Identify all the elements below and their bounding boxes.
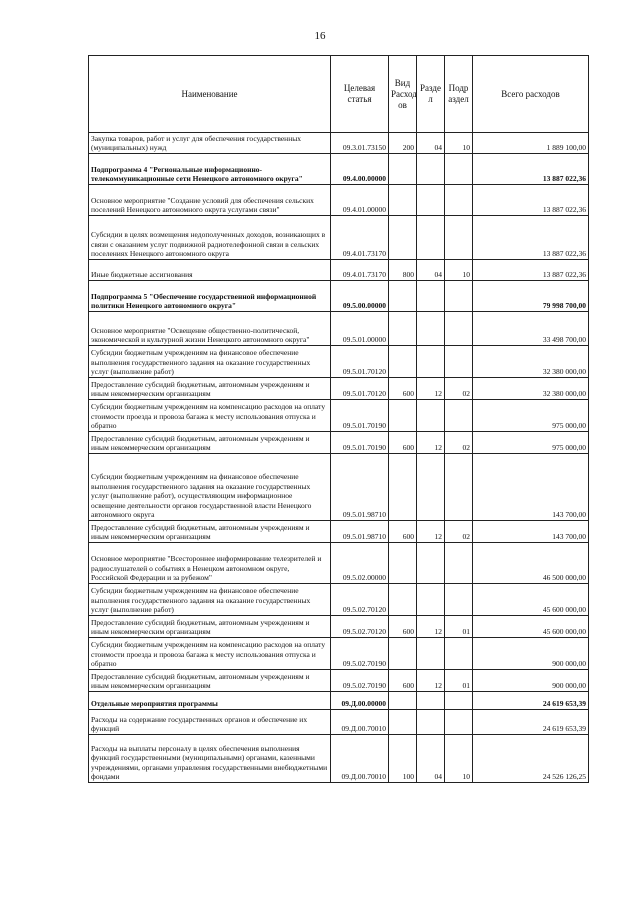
row-vid: 600 xyxy=(389,616,417,638)
row-name: Субсидии в целях возмещения недополученных доходов, возникающих в связи с оказанием услуг подвижной радиотелефонной связи в сельских поселениях Ненецкого автономного округа xyxy=(89,216,331,260)
row-vid xyxy=(389,216,417,260)
table-row xyxy=(89,312,589,346)
row-podrazdel xyxy=(445,454,473,521)
row-total: 975 000,00 xyxy=(473,432,589,454)
row-vid: 800 xyxy=(389,260,417,281)
table-row xyxy=(89,400,589,432)
row-razdel xyxy=(417,281,445,312)
row-code: 09.5.02.70120 xyxy=(331,584,389,616)
row-vid xyxy=(389,454,417,521)
row-name: Расходы на выплаты персоналу в целях обеспечения выполнения функций государственными (муниципальными) органами, казенными учреждениями, органами управления государственными внебюджетными фондами xyxy=(89,735,331,783)
row-podrazdel: 10 xyxy=(445,735,473,783)
row-razdel: 12 xyxy=(417,432,445,454)
header-total: Всего расходов xyxy=(473,56,589,133)
table-row xyxy=(89,521,589,543)
row-name: Основное мероприятие "Всестороннее информирование телезрителей и радиослушателей о событиях в Ненецком автономном округе, Российской Федерации и за рубежом" xyxy=(89,543,331,584)
row-code: 09.4.01.73170 xyxy=(331,216,389,260)
row-razdel xyxy=(417,692,445,710)
row-code: 09.4.01.00000 xyxy=(331,185,389,216)
row-podrazdel xyxy=(445,185,473,216)
row-vid xyxy=(389,584,417,616)
row-total: 143 700,00 xyxy=(473,454,589,521)
row-razdel xyxy=(417,543,445,584)
table-row xyxy=(89,346,589,378)
header-vid: Вид Расход ов xyxy=(389,56,417,133)
row-total: 13 887 022,36 xyxy=(473,260,589,281)
row-podrazdel xyxy=(445,281,473,312)
row-podrazdel: 02 xyxy=(445,378,473,400)
row-code: 09.5.00.00000 xyxy=(331,281,389,312)
row-podrazdel xyxy=(445,584,473,616)
row-razdel: 04 xyxy=(417,133,445,154)
table-row xyxy=(89,454,589,521)
row-vid: 600 xyxy=(389,378,417,400)
header-name: Наименование xyxy=(89,56,331,133)
row-total: 143 700,00 xyxy=(473,521,589,543)
row-vid: 600 xyxy=(389,521,417,543)
row-razdel xyxy=(417,400,445,432)
row-razdel: 04 xyxy=(417,735,445,783)
row-name: Предоставление субсидий бюджетным, автономным учреждениям и иным некоммерческим организациям xyxy=(89,521,331,543)
row-total: 900 000,00 xyxy=(473,670,589,692)
row-code: 09.5.02.70190 xyxy=(331,638,389,670)
table-row xyxy=(89,584,589,616)
row-code: 09.5.01.98710 xyxy=(331,454,389,521)
row-razdel xyxy=(417,710,445,735)
row-podrazdel xyxy=(445,346,473,378)
header-podrazdel: Подр аздел xyxy=(445,56,473,133)
row-total: 33 498 700,00 xyxy=(473,312,589,346)
row-razdel: 12 xyxy=(417,521,445,543)
row-total: 45 600 000,00 xyxy=(473,616,589,638)
row-total: 79 998 700,00 xyxy=(473,281,589,312)
row-podrazdel: 10 xyxy=(445,260,473,281)
header-code: Целевая статья xyxy=(331,56,389,133)
row-name: Субсидии бюджетным учреждениям на финансовое обеспечение выполнения государственного задания на оказание государственных услуг (выполнение работ), осуществляющим информационное освещение деятельности органов государственной власти Ненецкого автономного округа xyxy=(89,454,331,521)
row-code: 09.5.02.70190 xyxy=(331,670,389,692)
row-podrazdel: 01 xyxy=(445,616,473,638)
row-vid xyxy=(389,312,417,346)
table-header-row xyxy=(89,56,589,133)
row-code: 09.5.01.70190 xyxy=(331,432,389,454)
row-code: 09.Д.00.70010 xyxy=(331,710,389,735)
row-total: 13 887 022,36 xyxy=(473,154,589,185)
row-razdel: 12 xyxy=(417,378,445,400)
table-row xyxy=(89,185,589,216)
table-row xyxy=(89,432,589,454)
row-podrazdel xyxy=(445,154,473,185)
row-name: Основное мероприятие "Создание условий для обеспечения сельских поселений Ненецкого автономного округа услугами связи" xyxy=(89,185,331,216)
row-vid xyxy=(389,710,417,735)
row-total: 1 889 100,00 xyxy=(473,133,589,154)
table-row xyxy=(89,616,589,638)
row-vid xyxy=(389,346,417,378)
row-vid: 600 xyxy=(389,670,417,692)
row-podrazdel: 10 xyxy=(445,133,473,154)
row-razdel xyxy=(417,454,445,521)
row-total: 45 600 000,00 xyxy=(473,584,589,616)
row-podrazdel xyxy=(445,692,473,710)
row-name: Подпрограмма 5 "Обеспечение государственной информационной политики Ненецкого автономного округа" xyxy=(89,281,331,312)
row-vid: 200 xyxy=(389,133,417,154)
row-code: 09.5.02.70120 xyxy=(331,616,389,638)
row-name: Предоставление субсидий бюджетным, автономным учреждениям и иным некоммерческим организациям xyxy=(89,378,331,400)
row-total: 24 619 653,39 xyxy=(473,692,589,710)
table-row xyxy=(89,670,589,692)
row-razdel xyxy=(417,312,445,346)
row-name: Предоставление субсидий бюджетным, автономным учреждениям и иным некоммерческим организациям xyxy=(89,616,331,638)
row-name: Основное мероприятие "Освещение общественно-политической, экономической и культурной жизни Ненецкого автономного округа" xyxy=(89,312,331,346)
row-razdel: 04 xyxy=(417,260,445,281)
row-razdel: 12 xyxy=(417,670,445,692)
row-total: 13 887 022,36 xyxy=(473,216,589,260)
row-name: Отдельные мероприятия программы xyxy=(89,692,331,710)
table-row xyxy=(89,638,589,670)
row-vid xyxy=(389,692,417,710)
table-row xyxy=(89,133,589,154)
budget-table xyxy=(88,55,589,783)
row-name: Субсидии бюджетным учреждениям на компенсацию расходов на оплату стоимости проезда и провоза багажа к месту использования отпуска и обратно xyxy=(89,400,331,432)
row-razdel xyxy=(417,185,445,216)
row-razdel xyxy=(417,638,445,670)
row-podrazdel: 02 xyxy=(445,521,473,543)
table-body xyxy=(89,133,589,783)
row-code: 09.Д.00.70010 xyxy=(331,735,389,783)
table-row xyxy=(89,710,589,735)
row-code: 09.5.01.70190 xyxy=(331,400,389,432)
row-razdel xyxy=(417,346,445,378)
row-code: 09.Д.00.00000 xyxy=(331,692,389,710)
page-number: 16 xyxy=(314,30,326,42)
row-podrazdel: 02 xyxy=(445,432,473,454)
row-vid xyxy=(389,185,417,216)
table-row xyxy=(89,543,589,584)
row-name: Субсидии бюджетным учреждениям на финансовое обеспечение выполнения государственного задания на оказание государственных услуг (выполнение работ) xyxy=(89,584,331,616)
row-razdel: 12 xyxy=(417,616,445,638)
table-row xyxy=(89,281,589,312)
row-total: 975 000,00 xyxy=(473,400,589,432)
row-code: 09.5.01.70120 xyxy=(331,346,389,378)
row-razdel xyxy=(417,216,445,260)
row-podrazdel: 01 xyxy=(445,670,473,692)
row-vid xyxy=(389,543,417,584)
row-vid: 600 xyxy=(389,432,417,454)
header-razdel: Разде л xyxy=(417,56,445,133)
row-name: Подпрограмма 4 "Региональные информационно-телекоммуникационные сети Ненецкого автономного округа" xyxy=(89,154,331,185)
row-code: 09.3.01.73150 xyxy=(331,133,389,154)
row-vid: 100 xyxy=(389,735,417,783)
row-total: 13 887 022,36 xyxy=(473,185,589,216)
row-total: 900 000,00 xyxy=(473,638,589,670)
row-name: Расходы на содержание государственных органов и обеспечение их функций xyxy=(89,710,331,735)
row-total: 46 500 000,00 xyxy=(473,543,589,584)
row-total: 24 526 126,25 xyxy=(473,735,589,783)
row-vid xyxy=(389,400,417,432)
row-total: 32 380 000,00 xyxy=(473,378,589,400)
table-row xyxy=(89,216,589,260)
row-razdel xyxy=(417,154,445,185)
table-row xyxy=(89,154,589,185)
row-code: 09.4.00.00000 xyxy=(331,154,389,185)
row-name: Предоставление субсидий бюджетным, автономным учреждениям и иным некоммерческим организациям xyxy=(89,432,331,454)
row-code: 09.5.02.00000 xyxy=(331,543,389,584)
table-row xyxy=(89,378,589,400)
row-podrazdel xyxy=(445,312,473,346)
row-name: Иные бюджетные ассигнования xyxy=(89,260,331,281)
row-podrazdel xyxy=(445,543,473,584)
table-row xyxy=(89,735,589,783)
row-code: 09.5.01.98710 xyxy=(331,521,389,543)
row-vid xyxy=(389,281,417,312)
row-name: Субсидии бюджетным учреждениям на финансовое обеспечение выполнения государственного задания на оказание государственных услуг (выполнение работ) xyxy=(89,346,331,378)
row-podrazdel xyxy=(445,710,473,735)
row-vid xyxy=(389,154,417,185)
row-podrazdel xyxy=(445,400,473,432)
row-razdel xyxy=(417,584,445,616)
row-code: 09.4.01.73170 xyxy=(331,260,389,281)
row-code: 09.5.01.70120 xyxy=(331,378,389,400)
table-row xyxy=(89,692,589,710)
row-total: 32 380 000,00 xyxy=(473,346,589,378)
row-name: Предоставление субсидий бюджетным, автономным учреждениям и иным некоммерческим организациям xyxy=(89,670,331,692)
row-code: 09.5.01.00000 xyxy=(331,312,389,346)
row-vid xyxy=(389,638,417,670)
row-name: Субсидии бюджетным учреждениям на компенсацию расходов на оплату стоимости проезда и провоза багажа к месту использования отпуска и обратно xyxy=(89,638,331,670)
table-row xyxy=(89,260,589,281)
row-podrazdel xyxy=(445,638,473,670)
row-podrazdel xyxy=(445,216,473,260)
row-total: 24 619 653,39 xyxy=(473,710,589,735)
row-name: Закупка товаров, работ и услуг для обеспечения государственных (муниципальных) нужд xyxy=(89,133,331,154)
